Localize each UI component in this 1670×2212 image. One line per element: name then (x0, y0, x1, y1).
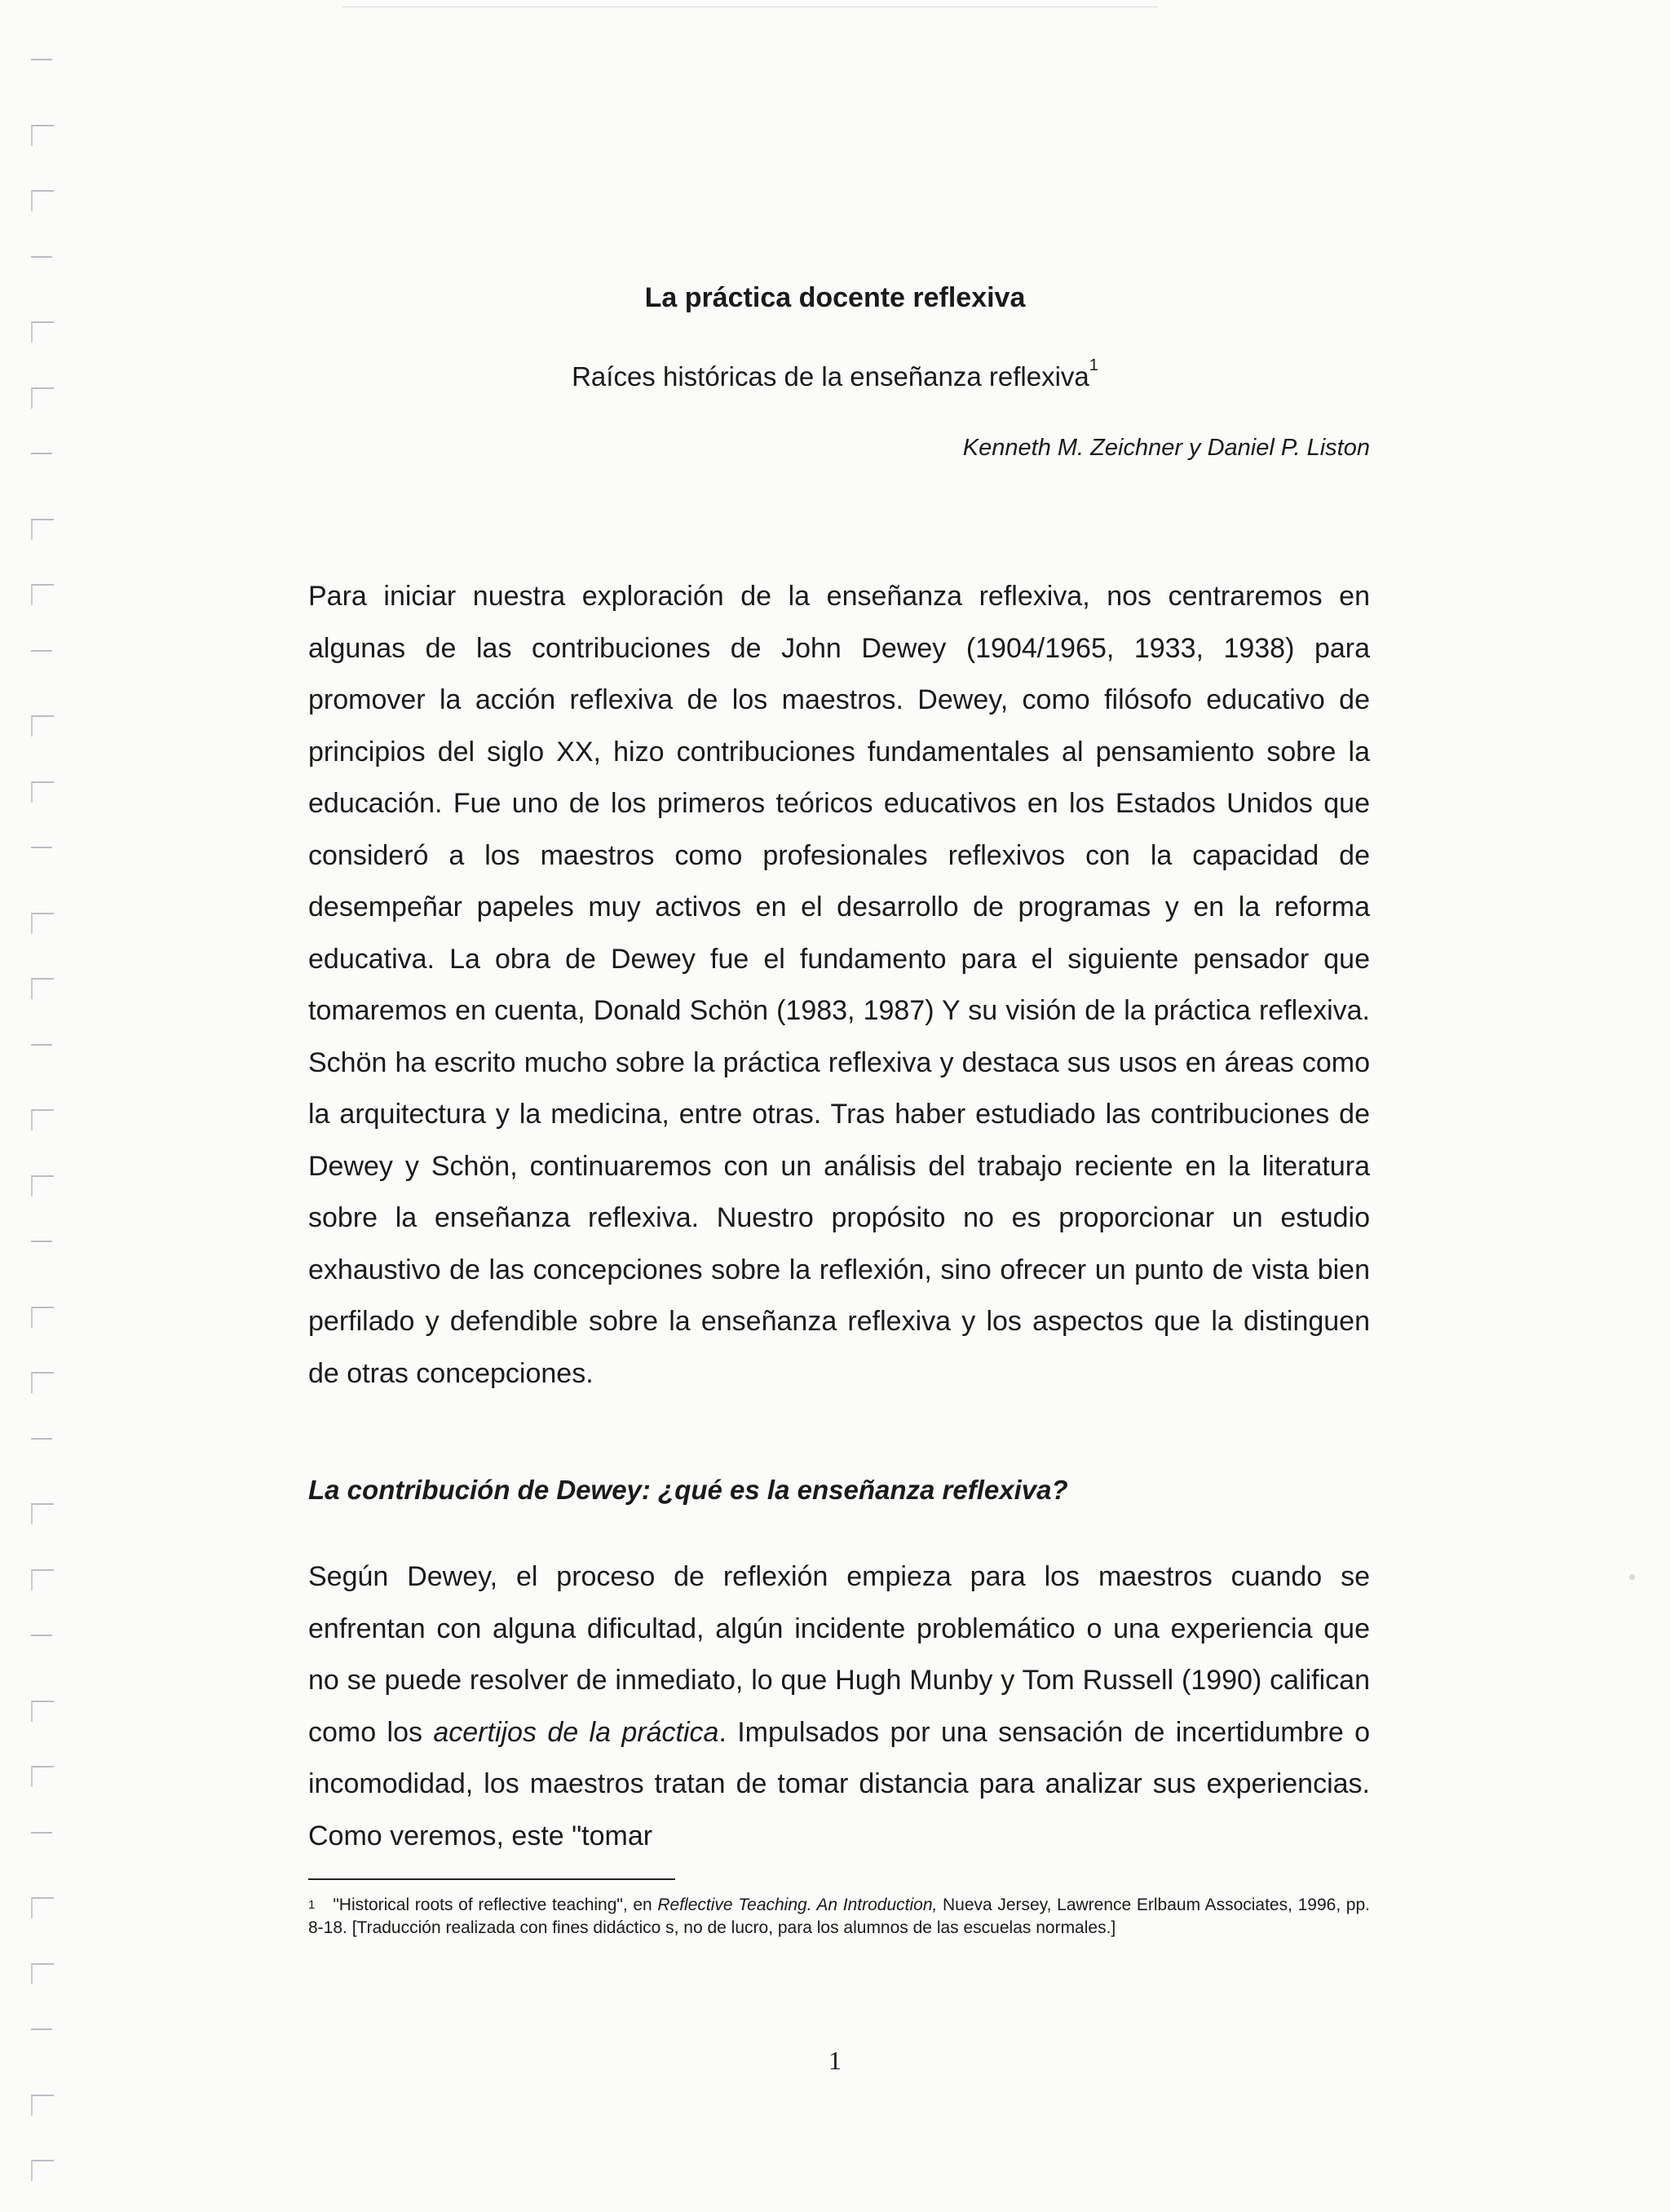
margin-mark (31, 1503, 54, 1524)
margin-mark (31, 59, 52, 60)
margin-mark (31, 2160, 54, 2181)
margin-mark (31, 1897, 54, 1918)
body-paragraph-2 (308, 1551, 1370, 1862)
margin-mark (31, 190, 54, 211)
footnote-marker: 1 (1089, 356, 1098, 374)
binder-margin-marks (0, 0, 65, 2212)
footnote-italic: Reflective Teaching. An Introduction, (657, 1896, 938, 1914)
margin-mark (31, 847, 52, 848)
footnote-text-b: Nueva Jersey, Lawrence Erlbaum Associates, 1996, pp. 8-18. [Traducción realizada con fines didáctico s, no de lucro, para los alumnos de las escuelas normales.] (308, 1896, 1371, 1937)
body-paragraph-1: Para iniciar nuestra exploración de la enseñanza reflexiva, nos centraremos en algunas de las contribuciones de John Dewey (1904/1965, 1933, 1938) para promover la acción reflexiva de los maestros. Dewey, como filósofo educativo de principios del siglo XX, hizo contribuciones fundamentales al pensamiento sobre la educación. Fue uno de los primeros teóricos educativos en los Estados Unidos que consideró a los maestros como profesionales reflexivos con la capacidad de desempeñar papeles muy activos en el desarrollo de programas y en la reforma educativa. La obra de Dewey fue el fundamento para el siguiente pensador que tomaremos en cuenta, Donald Schön (1983, 1987) Y su visión de la práctica reflexiva. Schön ha escrito mucho sobre la práctica reflexiva y destaca sus usos en áreas como la arquitectura y la medicina, entre otras. Tras haber estudiado las contribuciones de Dewey y Schön, continuaremos con un análisis del trabajo reciente en la literatura sobre la enseñanza reflexiva. Nuestro propósito no es proporcionar un estudio exhaustivo de las concepciones sobre la reflexión, sino ofrecer un punto de vista bien perfilado y defendible sobre la enseñanza reflexiva y los aspectos que la distinguen de otras concepciones. (308, 581, 1370, 1389)
margin-mark (31, 1438, 52, 1440)
margin-mark (31, 453, 52, 454)
margin-mark (31, 1701, 54, 1722)
margin-mark (31, 781, 54, 803)
subtitle-text: Raíces históricas de la enseñanza reflexiva (572, 361, 1089, 392)
margin-mark (31, 2095, 54, 2116)
paragraph-2-italic: acertijos de la práctica (433, 1716, 719, 1748)
document-title: La práctica docente reflexiva (644, 282, 1026, 313)
margin-mark (31, 1635, 52, 1636)
margin-mark (31, 1307, 54, 1328)
margin-mark (31, 913, 54, 934)
margin-mark (31, 1241, 52, 1242)
margin-mark (31, 1766, 54, 1787)
margin-mark (31, 1175, 54, 1197)
margin-mark (31, 1832, 52, 1834)
margin-mark (31, 715, 54, 737)
margin-mark (31, 1569, 54, 1590)
margin-mark (31, 125, 54, 146)
footnote-text-a: "Historical roots of reflective teaching", en (333, 1896, 658, 1914)
margin-mark (31, 584, 54, 605)
scan-speck (1629, 1574, 1635, 1580)
section-heading: La contribución de Dewey: ¿qué es la enseñanza reflexiva? (308, 1475, 1068, 1505)
page-number: 1 (828, 2046, 842, 2075)
margin-mark (31, 1044, 52, 1046)
footnote (308, 1894, 1370, 1940)
margin-mark (31, 1963, 54, 1984)
margin-mark (31, 321, 54, 343)
paragraph-2-text-b: . Impulsados por una sensación de incertidumbre o incomodidad, los maestros tratan de tomar distancia para analizar sus experiencias. Como veremos, este "tomar (308, 1716, 1371, 1851)
margin-mark (31, 1109, 54, 1130)
margin-mark (31, 256, 52, 258)
margin-mark (31, 978, 54, 999)
footnote-divider (308, 1878, 675, 1880)
margin-mark (31, 519, 54, 540)
margin-mark (31, 1372, 54, 1393)
paragraph-2-text-a: Según Dewey, el proceso de reflexión empieza para los maestros cuando se enfrentan con alguna dificultad, algún incidente problemático o una experiencia que no se puede resolver de inmediato, lo que Hugh Munby y Tom Russell (1990) califican como los (308, 1561, 1370, 1748)
document-subtitle (0, 356, 1670, 392)
margin-mark (31, 650, 52, 652)
margin-mark (31, 2028, 52, 2030)
authors-line: Kenneth M. Zeichner y Daniel P. Liston (962, 435, 1370, 461)
footnote-number: 1 (308, 1898, 316, 1912)
